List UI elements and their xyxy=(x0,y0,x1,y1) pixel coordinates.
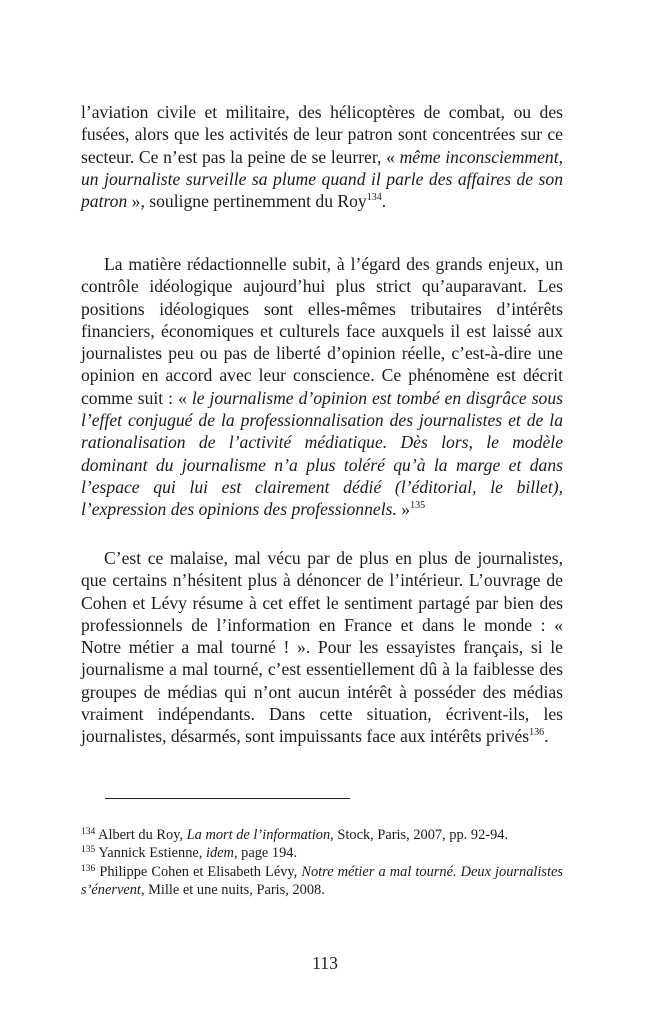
paragraph-3 xyxy=(81,547,563,748)
footnote-text: Yannick Estienne, xyxy=(95,845,206,862)
footnote-text: , page 194. xyxy=(233,845,298,862)
quotation: le journalisme d’opinion est tombé en disgrâce sous l’effet conjugué de la professionnalisation des journalistes et de la rationalisation de l’activité médiatique. Dès lors, le modèle dominant du journalisme n’a plus toléré qu’à la marge et dans l’espace qui lui est clairement dédié (l’éditorial, le billet), l’expression des opinions des professionnels. xyxy=(81,387,563,520)
footnote-text: , Stock, Paris, 2007, pp. 92-94. xyxy=(330,827,509,843)
footnote-number: 136 xyxy=(81,863,96,874)
paragraph-text: » xyxy=(396,499,411,520)
quotation: même inconsciemment, un journaliste surveille sa plume quand il parle des affaires de son patron xyxy=(81,146,564,212)
footnote-text: , Mille et une nuits, Paris, 2008. xyxy=(140,882,325,899)
page-number: 113 xyxy=(312,953,338,973)
paragraph-1 xyxy=(81,101,563,212)
paragraph-text: La matière rédactionnelle subit, à l’égard des grands enjeux, un contrôle idéologique aujourd’hui plus strict qu’auparavant. Les positions idéologiques sont elles-mêmes tributaires d’intérêts financiers, économiques et culturels face auxquels il est laissé aux journalistes peu ou pas de liberté d’opinion réelle, c’est-à-dire une opinion en accord avec leur conscience. Ce phénomène est décrit comme suit : « xyxy=(81,254,563,408)
paragraph-text: l’aviation civile et militaire, des hélicoptères de combat, ou des fusées, alors que les activités de leur patron sont concentrées sur ce secteur. Ce n’est pas la peine de se leurrer, « xyxy=(81,102,563,167)
footnote-136 xyxy=(81,863,563,900)
footnote-135 xyxy=(81,844,563,862)
footnote-title: Notre métier a mal tourné. Deux journalistes s’énervent xyxy=(81,863,564,899)
footnote-reference: 136 xyxy=(529,727,545,739)
paragraph-text: . xyxy=(544,726,549,747)
paragraph-text: C’est ce malaise, mal vécu par de plus en plus de journalistes, que certains n’hésitent plus à dénoncer de l’intérieur. L’ouvrage de Cohen et Lévy résume à cet effet le sentiment partagé par bien des professionnels de l’information en France et dans le monde : « Notre métier a mal tourné ! ». Pour les essayistes français, si le journalisme a mal tourné, c’est essentiellement dû à la faiblesse des groupes de médias qui n’ont aucun intérêt à posséder des médias vraiment indépendants. Dans cette situation, écrivent-ils, les journalistes, désarmés, sont impuissants face aux intérêts privés xyxy=(81,548,563,747)
footnote-number: 134 xyxy=(81,827,96,837)
paragraph-2 xyxy=(81,253,563,521)
footnote-reference: 134 xyxy=(366,192,382,204)
paragraph-text: . xyxy=(381,191,387,212)
footnote-text: Albert du Roy, xyxy=(95,827,187,843)
paragraph-text: », souligne pertinemment du Roy xyxy=(127,191,367,212)
footnote-reference: 135 xyxy=(410,500,426,512)
footnote-text: Philippe Cohen et Elisabeth Lévy, xyxy=(95,863,302,880)
footnote-number: 135 xyxy=(81,845,96,856)
footnote-title: idem xyxy=(205,845,234,862)
footnote-134 xyxy=(81,826,563,844)
footnote-title: La mort de l’information xyxy=(186,827,331,843)
footnotes xyxy=(81,826,563,900)
footnote-separator xyxy=(105,798,350,799)
